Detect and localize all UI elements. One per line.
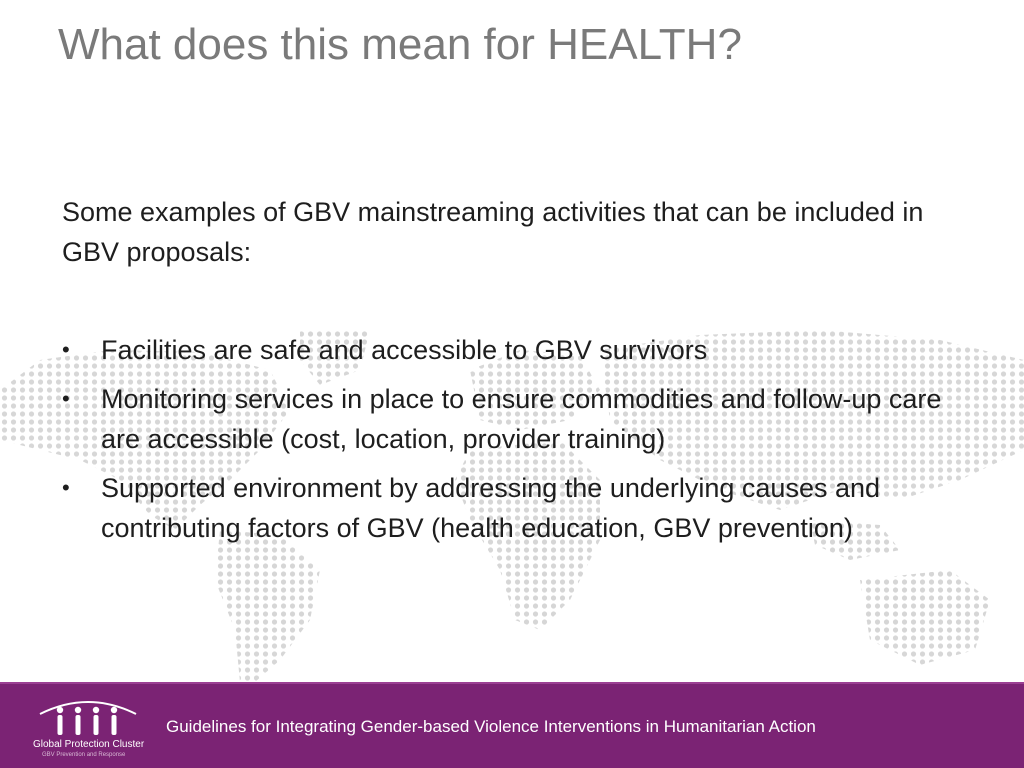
global-protection-cluster-logo (28, 696, 148, 766)
bullet-item (62, 379, 972, 459)
footer-text: Guidelines for Integrating Gender-based Violence Interventions in Humanitarian Action (166, 717, 816, 736)
bullet-item (62, 330, 972, 370)
bullet-icon: • (62, 475, 70, 500)
bullet-text: Monitoring services in place to ensure commodities and follow-up care are accessible (cost, location, provider training) (101, 384, 942, 454)
bullet-list (62, 330, 972, 557)
bullet-item (62, 468, 972, 548)
bullet-text: Facilities are safe and accessible to GBV survivors (101, 335, 708, 365)
bullet-icon: • (62, 337, 70, 362)
footer-bar (0, 682, 1024, 768)
logo-subtitle: GBV Prevention and Response (42, 752, 126, 758)
bullet-icon: • (62, 386, 70, 411)
intro-text: Some examples of GBV mainstreaming activities that can be included in GBV proposals: (62, 197, 924, 267)
page-title: What does this mean for HEALTH? (58, 20, 742, 69)
people-figures-icon (38, 696, 138, 738)
logo-name: Global Protection Cluster (33, 739, 145, 750)
bullet-text: Supported environment by addressing the underlying causes and contributing factors of GBV (health education, GBV prevention) (101, 473, 881, 543)
